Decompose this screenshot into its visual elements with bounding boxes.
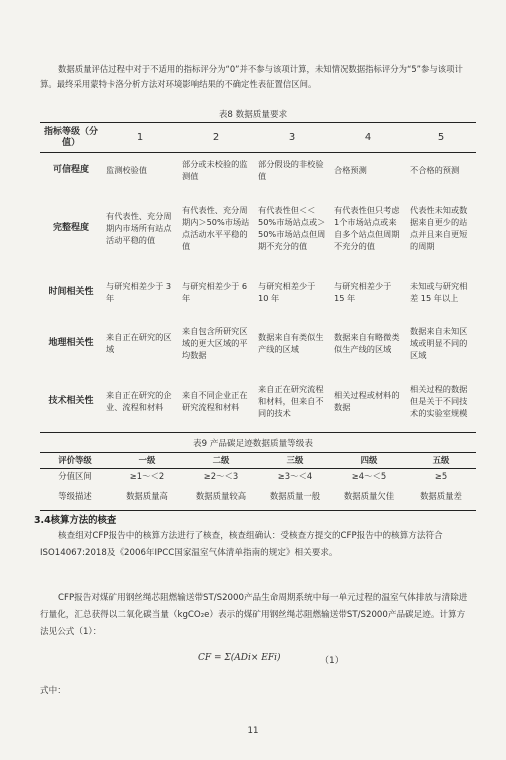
table-cell: 未知或与研究相差 15 年以上 xyxy=(410,280,468,303)
header-cell: 1 xyxy=(136,131,144,143)
header-cell: 四级 xyxy=(360,455,378,465)
table-cell: 来自正在研究流程和材料，但来自不同的技术 xyxy=(258,384,324,419)
table-cell: 不合格的预测 xyxy=(410,164,460,175)
table-cell: 有代表性、充分周期内市场所有站点活动平稳的值 xyxy=(106,210,172,245)
header-cell: 二级 xyxy=(212,455,230,465)
table-cell: 数据来自有类似生产线的区域 xyxy=(258,331,324,354)
section-paragraph-1 xyxy=(40,528,472,562)
header-cell: 一级 xyxy=(138,455,156,465)
table-cell: 数据质量一般 xyxy=(269,491,321,502)
table-row xyxy=(40,153,476,187)
indicator-cell: 可信程度 xyxy=(52,164,89,175)
header-cell: 2 xyxy=(212,131,220,143)
data-quality-table xyxy=(40,122,476,433)
table-cell: 相关过程的数据但是关于不同技术的实验室规模 xyxy=(410,384,468,419)
table-cell: 与研究相差少于 6 年 xyxy=(182,280,248,303)
table-row xyxy=(40,469,476,485)
formula: CF = Σ(ADi× EFi) xyxy=(198,653,281,663)
table-cell: 有代表性但只考虑1个市场站点或来自多个站点但周期不充分的值 xyxy=(334,204,400,251)
table-cell: ≥2～＜3 xyxy=(203,471,239,481)
paragraph-text: CFP报告对煤矿用钢丝绳芯阻燃输送带ST/S2000产品生命周期系统中每一单元过程的温室气体排放与清除进行量化，汇总获得以二氧化碳当量（kgCO₂e）表示的煤矿用钢丝绳芯阻燃输送带ST/S2000产品碳足迹。计算方法见公式（1）： xyxy=(40,593,468,637)
indicator-cell: 地理相关性 xyxy=(48,337,94,348)
table-cell: 与研究相差少于 10 年 xyxy=(258,280,316,303)
header-cell: 评价等级 xyxy=(58,455,92,465)
table-cell: 代表性未知或数据来自更少的站点并且来自更短的周期 xyxy=(410,204,468,251)
table8-header-row xyxy=(40,123,476,153)
intro-text: 数据质量评估过程中对于不适用的指标评分为“0”并不参与该项计算，未知情况数据指标评分为“5”参与该项计算。最终采用蒙特卡洛分析方法对环境影响结果的不确定性表征置信区间。 xyxy=(40,64,463,89)
table-row xyxy=(40,187,476,269)
header-cell: 5 xyxy=(437,131,445,143)
table-cell: 数据来自有略微类似生产线的区域 xyxy=(334,331,400,354)
table-cell: 部分或未校验的监测值 xyxy=(182,158,248,181)
table-row xyxy=(40,484,476,510)
page-number: 11 xyxy=(247,726,259,736)
table-cell: 有代表性但＜＜50%市场站点或＞50%市场站点但周期不充分的值 xyxy=(258,204,326,251)
formula-number: （1） xyxy=(320,656,344,666)
table-cell: 部分假设的非校验值 xyxy=(258,158,324,181)
table-cell: 监测校验值 xyxy=(106,164,147,175)
table9-caption: 表9 产品碳足迹数据质量等级表 xyxy=(193,439,313,449)
table-cell: 数据质量差 xyxy=(420,491,462,502)
header-cell: 指标等级（分值） xyxy=(44,126,99,148)
table-cell: 数据质量较高 xyxy=(195,491,247,502)
table-row xyxy=(40,371,476,433)
paragraph-text: 核查组对CFP报告中的核算方法进行了核查，核查组确认：受核查方提交的CFP报告中的核算方法符合ISO14067:2018及《2006年IPCC国家温室气体清单指南的规定》相关要求。 xyxy=(40,531,443,558)
table-cell: ≥3～＜4 xyxy=(277,471,313,481)
table-cell: 数据质量欠佳 xyxy=(343,491,395,502)
table-cell: 来自正在研究的区域 xyxy=(106,331,172,354)
table-cell: 合格预测 xyxy=(334,164,367,175)
table-cell: 有代表性、充分周期内＞50%市场站点活动水平平稳的值 xyxy=(182,204,250,251)
table-cell: ≥1～＜2 xyxy=(129,471,165,481)
indicator-cell: 技术相关性 xyxy=(48,396,94,407)
header-cell: 五级 xyxy=(432,455,450,465)
table-cell: 来自正在研究的企业、流程和材料 xyxy=(106,390,172,413)
intro-paragraph xyxy=(40,62,474,92)
section-title: 3.4核算方法的核查 xyxy=(34,515,117,526)
table-cell: ≥4～＜5 xyxy=(351,471,387,481)
table-cell: 分值区间 xyxy=(58,471,92,481)
section-paragraph-2 xyxy=(40,590,472,641)
table8-caption: 表8 数据质量要求 xyxy=(218,110,288,120)
header-cell: 3 xyxy=(288,131,296,143)
table9-header-row xyxy=(40,453,476,469)
where-label: 式中： xyxy=(40,686,66,696)
indicator-cell: 完整程度 xyxy=(52,222,89,233)
table-cell: ≥5 xyxy=(434,471,448,481)
table-cell: 数据来自未知区域或明显不同的区域 xyxy=(410,325,468,360)
table-cell: 数据质量高 xyxy=(126,491,168,502)
table-cell: 来自包含所研究区域的更大区域的平均数据 xyxy=(182,325,248,360)
table-cell: 等级描述 xyxy=(58,491,92,502)
table-cell: 来自不同企业正在研究流程和材料 xyxy=(182,390,248,413)
quality-grade-table xyxy=(40,452,476,511)
header-cell: 三级 xyxy=(286,455,304,465)
header-cell: 4 xyxy=(364,131,372,143)
table-cell: 相关过程或材料的数据 xyxy=(334,390,400,413)
table-row xyxy=(40,269,476,315)
table-row xyxy=(40,315,476,371)
table-cell: 与研究相差少于 15 年 xyxy=(334,280,392,303)
table-cell: 与研究相差少于 3 年 xyxy=(106,280,172,303)
indicator-cell: 时间相关性 xyxy=(48,286,94,297)
